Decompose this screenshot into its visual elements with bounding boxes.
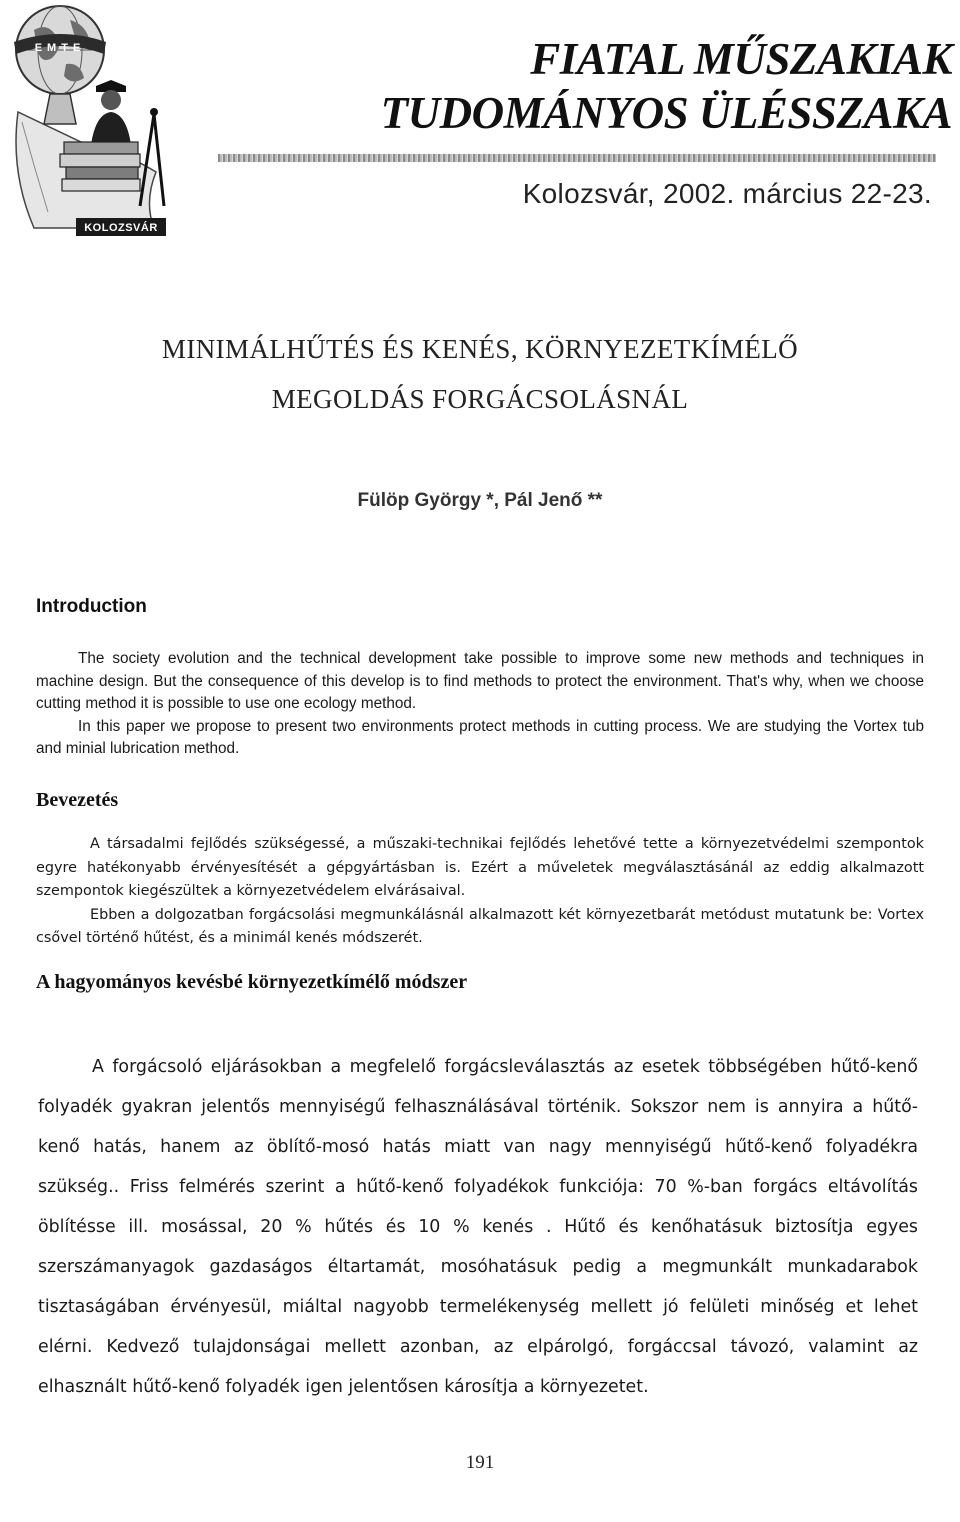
- emblem-banner-text: KOLOZSVÁR: [84, 222, 158, 234]
- section-heading-bevezetes: Bevezetés: [36, 789, 119, 811]
- journal-title: [252, 32, 952, 140]
- paper-title-line-2: MEGOLDÁS FORGÁCSOLÁSNÁL: [271, 384, 689, 414]
- paper-authors: Fülöp György *, Pál Jenő **: [357, 490, 603, 511]
- section-heading-introduction: Introduction: [36, 596, 147, 617]
- hagyomanyos-body: [38, 1047, 918, 1407]
- introduction-body: [36, 648, 924, 761]
- bevezetes-body: [36, 833, 924, 951]
- emblem-globe-text: EMTE: [34, 42, 86, 54]
- page-number: 191: [465, 1452, 495, 1473]
- paragraph: A forgácsoló eljárásokban a megfelelő forgácsleválasztás az esetek többségében hűtő-kenő folyadék gyakran jelentős mennyiségű felhasználásával történik. Sokszor nem is annyira a hűtő-kenő hatás, hanem az öblítő-mosó hatás miatt van nagy mennyiségű hűtő-kenő folyadékra szükség.. Friss felmérés szerint a hűtő-kenő folyadékok funkciója: 70 %-ban forgács eltávolítás öblítésse ill. mosással, 20 % hűtés és 10 % kenés . Hűtő és kenőhatásuk biztosítja egyes szerszámanyagok gazdaságos éltartamát, mosóhatásuk pedig a megmunkált munkadarabok tisztaságában érvényesül, miáltal nagyobb termelékenység mellett jó felületi minőség et lehet elérni. Kedvező tulajdonságai mellett azonban, az elpárolgó, forgáccsal távozó, valamint az elhasznált hűtő-kenő folyadék igen jelentősen károsítja a környezetet.: [38, 1057, 918, 1397]
- section-heading-hagyomanyos: A hagyományos kevésbé környezetkímélő módszer: [36, 971, 468, 993]
- conference-place-date: Kolozsvár, 2002. március 22-23.: [522, 178, 932, 209]
- paragraph: Ebben a dolgozatban forgácsolási megmunkálásnál alkalmazott két környezetbarát metódust mutatunk be: Vortex csővel történő hűtést, és a minimál kenés módszerét.: [36, 906, 924, 946]
- paragraph: The society evolution and the technical development take possible to improve some new methods and techniques in machine design. But the consequence of this develop is to find methods to protect the environment. That's why, when we choose cutting method it is possible to use one ecology method.: [36, 650, 924, 712]
- journal-title-line-2: TUDOMÁNYOS ÜLÉSSZAKA: [380, 88, 952, 138]
- header-divider: [218, 154, 936, 162]
- paper-title-line-1: MINIMÁLHŰTÉS ÉS KENÉS, KÖRNYEZETKÍMÉLŐ: [161, 334, 799, 364]
- conference-emblem-icon: [4, 2, 168, 238]
- journal-title-line-1: FIATAL MŰSZAKIAK: [530, 34, 952, 84]
- paragraph: In this paper we propose to present two environments protect methods in cutting process. We are studying the Vortex tub and minial lubrication method.: [36, 717, 924, 757]
- paragraph: A társadalmi fejlődés szükségessé, a műszaki-technikai fejlődés lehetővé tette a környezetvédelmi szempontok egyre hatékonyabb érvényesítését a gépgyártásban is. Ezért a műveletek megválasztásánál az eddig alkalmazott szempontok kiegészültek a környezetvédelem elvárásaival.: [36, 836, 924, 899]
